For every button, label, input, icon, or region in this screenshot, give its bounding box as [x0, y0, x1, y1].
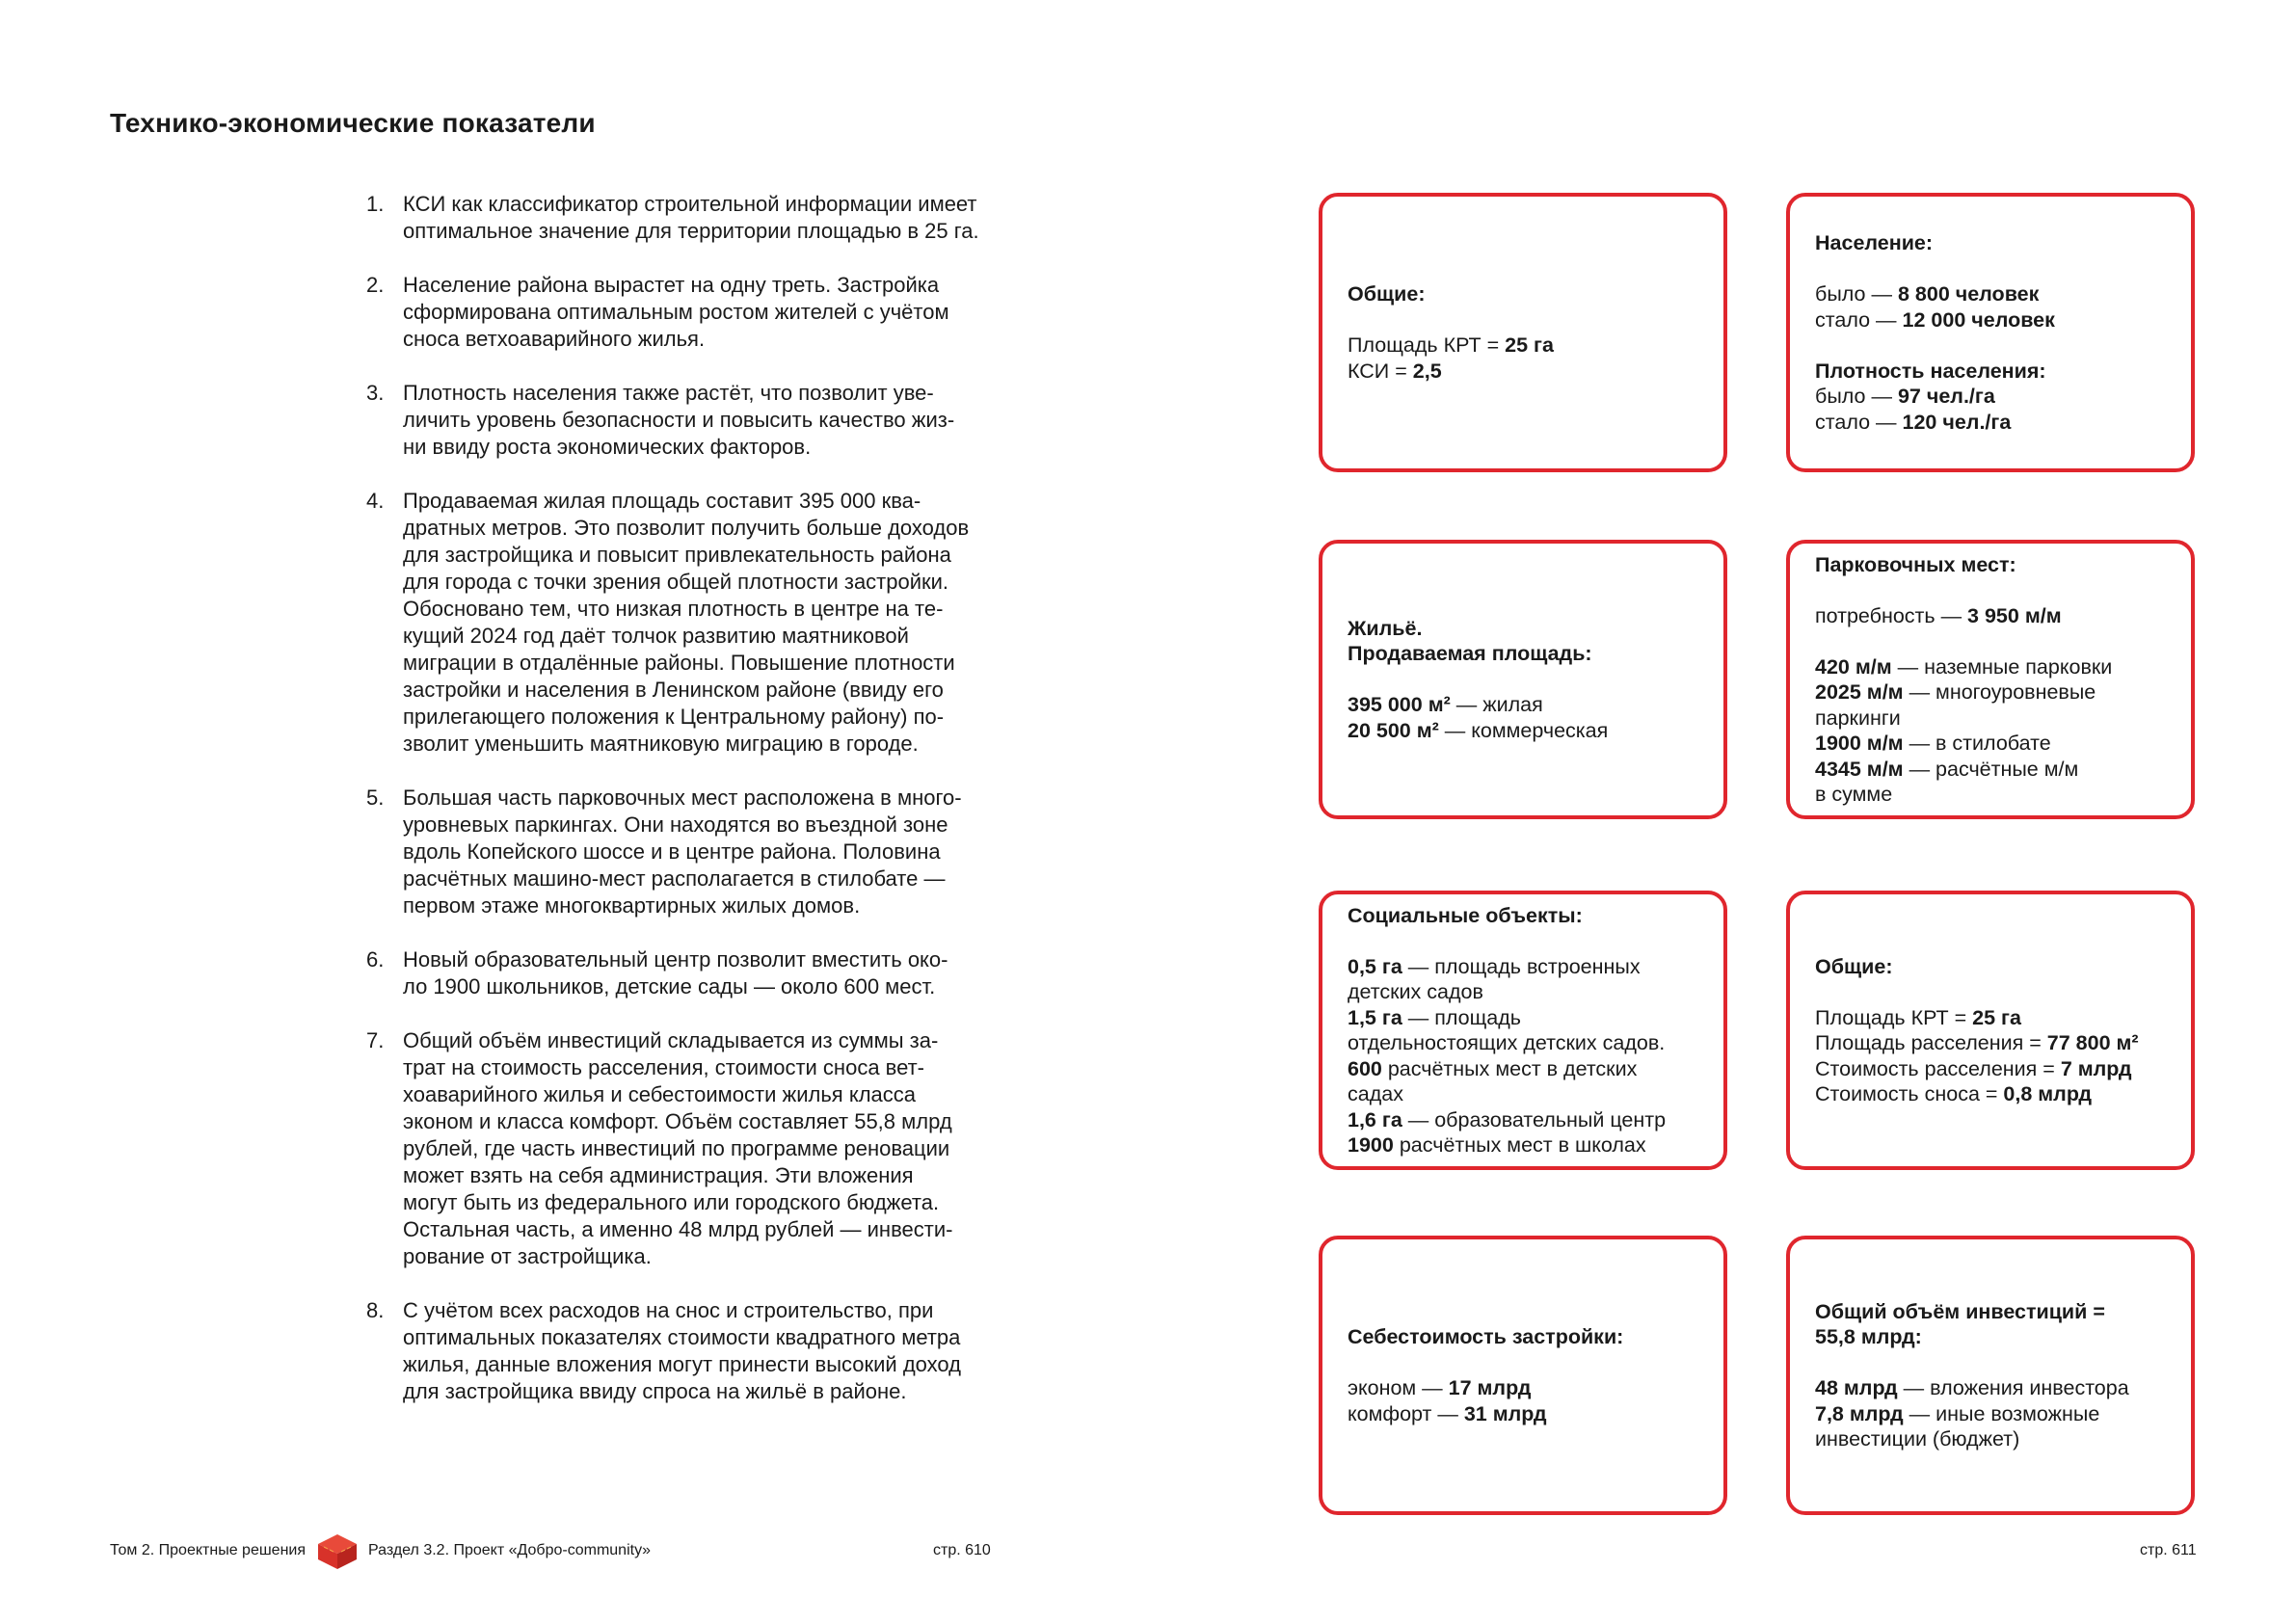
- list-item: 7. Общий объём инвестиций складывается из суммы за- трат на стоимость расселения, стоимости сноса вет- хоаварийного жилья и себестоимости жилья класса эконом и класса комфорт. Объём составляет 55,8 млрд рублей, где часть инвестиций по программе реновации может взять на себя администрация. Эти вложения могут быть из федерального или городского бюджета. Остальная часть, а именно 48 млрд рублей — инвести- рование от застройщика.: [366, 1028, 953, 1268]
- list-item: 3. Плотность населения также растёт, что позволит уве- личить уровень безопасности и повысить качество жиз- ни ввиду роста экономических факторов.: [366, 381, 955, 459]
- footer-section: Раздел 3.2. Проект «Добро-community»: [368, 1542, 651, 1558]
- indicators-list: [366, 191, 993, 1432]
- card-social-objects: Социальные объекты: 0,5 га — площадь встроенных детских садов 1,5 га — площадь отдельностоящих детских садов. 600 расчётных мест в детских садах 1,6 га — образовательный центр 1900 расчётных мест в школах: [1319, 891, 1727, 1170]
- list-item: 8. С учётом всех расходов на снос и строительство, при оптимальных показателях стоимости квадратного метра жилья, данные вложения могут принести высокий доход для застройщика ввиду спроса на жильё в районе.: [366, 1298, 961, 1403]
- list-item: 4. Продаваемая жилая площадь составит 395 000 ква- дратных метров. Это позволит получить больше доходов для застройщика и повысит привлекательность района для города с точки зрения общей плотности застройки. Обосновано тем, что низкая плотность в центре на те- кущий 2024 год даёт толчок развитию маятниковой миграции в отдалённые районы. Повышение плотности застройки и населения в Ленинском районе (ввиду его прилегающего положения к Центральному району) по- зволит уменьшить маятниковую миграцию в городе.: [366, 489, 970, 756]
- list-item: 6. Новый образовательный центр позволит вместить око- ло 1900 школьников, детские сады — около 600 мест.: [366, 947, 948, 998]
- footer-volume: Том 2. Проектные решения: [110, 1542, 307, 1558]
- page-title: Технико-экономические показатели: [110, 108, 596, 138]
- list-item: 5. Большая часть парковочных мест расположена в много- уровневых паркингах. Они находятся во въездной зоне вдоль Копейского шоссе и в центре района. Половина расчётных машино-мест располагается в стилобате — первом этаже многоквартирных жилых домов.: [366, 785, 962, 918]
- card-population: Население: было — 8 800 человек стало — 12 000 человек Плотность населения: было — 97 чел./га стало — 120 чел./га: [1786, 193, 2195, 472]
- list-item: 1. КСИ как классификатор строительной информации имеет оптимальное значение для территории площадью в 25 га.: [366, 192, 979, 243]
- red-cube-logo-icon: [316, 1532, 359, 1571]
- card-housing: Жильё. Продаваемая площадь: 395 000 м² — жилая 20 500 м² — коммерческая: [1319, 540, 1727, 819]
- card-parking: Парковочных мест: потребность — 3 950 м/м 420 м/м — наземные парковки 2025 м/м — многоуровневые паркинги 1900 м/м — в стилобате 4345 м/м — расчётные м/м в сумме: [1786, 540, 2195, 819]
- footer-page-right: стр. 611: [2140, 1542, 2197, 1558]
- footer-page-left: стр. 610: [933, 1542, 991, 1558]
- card-general-resettlement: Общие: Площадь КРТ = 25 га Площадь расселения = 77 800 м² Стоимость расселения = 7 млрд Стоимость сноса = 0,8 млрд: [1786, 891, 2195, 1170]
- card-construction-cost: Себестоимость застройки: эконом — 17 млрд комфорт — 31 млрд: [1319, 1236, 1727, 1515]
- card-investment: Общий объём инвестиций = 55,8 млрд: 48 млрд — вложения инвестора 7,8 млрд — иные возможные инвестиции (бюджет): [1786, 1236, 2195, 1515]
- card-general-area: Общие: Площадь КРТ = 25 га КСИ = 2,5: [1319, 193, 1727, 472]
- list-item: 2. Население района вырастет на одну треть. Застройка сформирована оптимальным ростом жителей с учётом сноса ветхоаварийного жилья.: [366, 273, 949, 351]
